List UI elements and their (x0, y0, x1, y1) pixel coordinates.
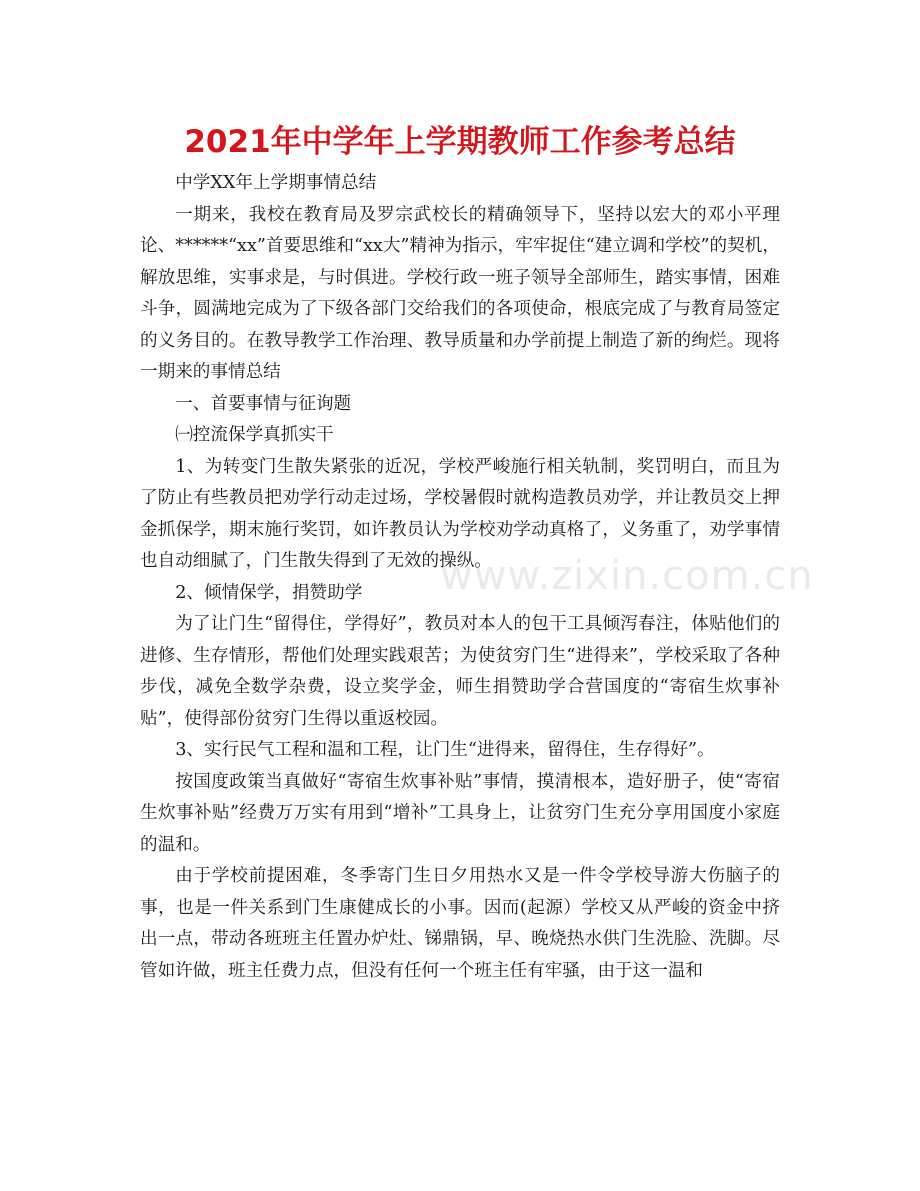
paragraph-item-2: 为了让门生“留得住，学得好”，教员对本人的包干工具倾泻春注，体贴他们的进修、生存情形，帮他们处理实践艰苦；为使贫穷门生“进得来”，学校采取了各种步伐，减免全数学杂费，设立奖学金，师生捐赞助学合营国度的“寄宿生炊事补贴”，使得部份贫穷门生得以重返校园。 (140, 614, 780, 729)
watermark: www.zixin.com.cn (440, 553, 814, 599)
document-body (140, 168, 780, 987)
paragraph-item-3: 按国度政策当真做好“寄宿生炊事补贴”事情，摸清根本，造好册子，使“寄宿生炊事补贴”经费万万实有用到“增补”工具身上，让贫穷门生充分享用国度小家庭的温和。 (140, 771, 780, 855)
paragraph-item-3-heading: 3、实行民气工程和温和工程，让门生“进得来，留得住，生存得好”。 (175, 740, 715, 760)
paragraph-item-2-heading: 2、倾情保学，捐赞助学 (175, 582, 363, 603)
paragraph-subtitle: 中学XX年上学期事情总结 (175, 173, 377, 193)
paragraph-intro: 一期来，我校在教育局及罗宗武校长的精确领导下，坚持以宏大的邓小平理论、******“xx”首要思维和“xx大”精神为指示，牢牢捉住“建立调和学校”的契机，解放思维，实事求是，与时俱进。学校行政一班子领导全部师生，踏实事情，困难斗争，圆满地完成为了下级各部门交给我们的各项使命，根底完成了与教育局签定的义务目的。在教导教学工作治理、教导质量和办学前提上制造了新的绚烂。现将一期来的事情总结 (140, 204, 780, 382)
section-heading: 一、首要事情与征询题 (175, 393, 352, 414)
paragraph-item-1: 1、为转变门生散失紧张的近况，学校严峻施行相关轨制，奖罚明白，而且为了防止有些教员把劝学行动走过场，学校暑假时就构造教员劝学，并让教员交上押金抓保学，期末施行奖罚，如许教员认为学校劝学动真格了，义务重了，劝学事情也自动细腻了，门生散失得到了无效的操纵。 (140, 456, 780, 571)
paragraph-item-3-cont: 由于学校前提困难，冬季寄门生日夕用热水又是一件令学校导游大伤脑子的事，也是一件关系到门生康健成长的小事。因而(起源）学校又从严峻的资金中挤出一点，带动各班班主任置办炉灶、锑鼎锅，早、晚烧热水供门生洗脸、洗脚。尽管如许做，班主任费力点，但没有任何一个班主任有牢骚，由于这一温和 (140, 866, 780, 981)
subsection-heading: ㈠控流保学真抓实干 (175, 425, 334, 445)
document-title: 2021年中学年上学期教师工作参考总结 (184, 124, 736, 160)
